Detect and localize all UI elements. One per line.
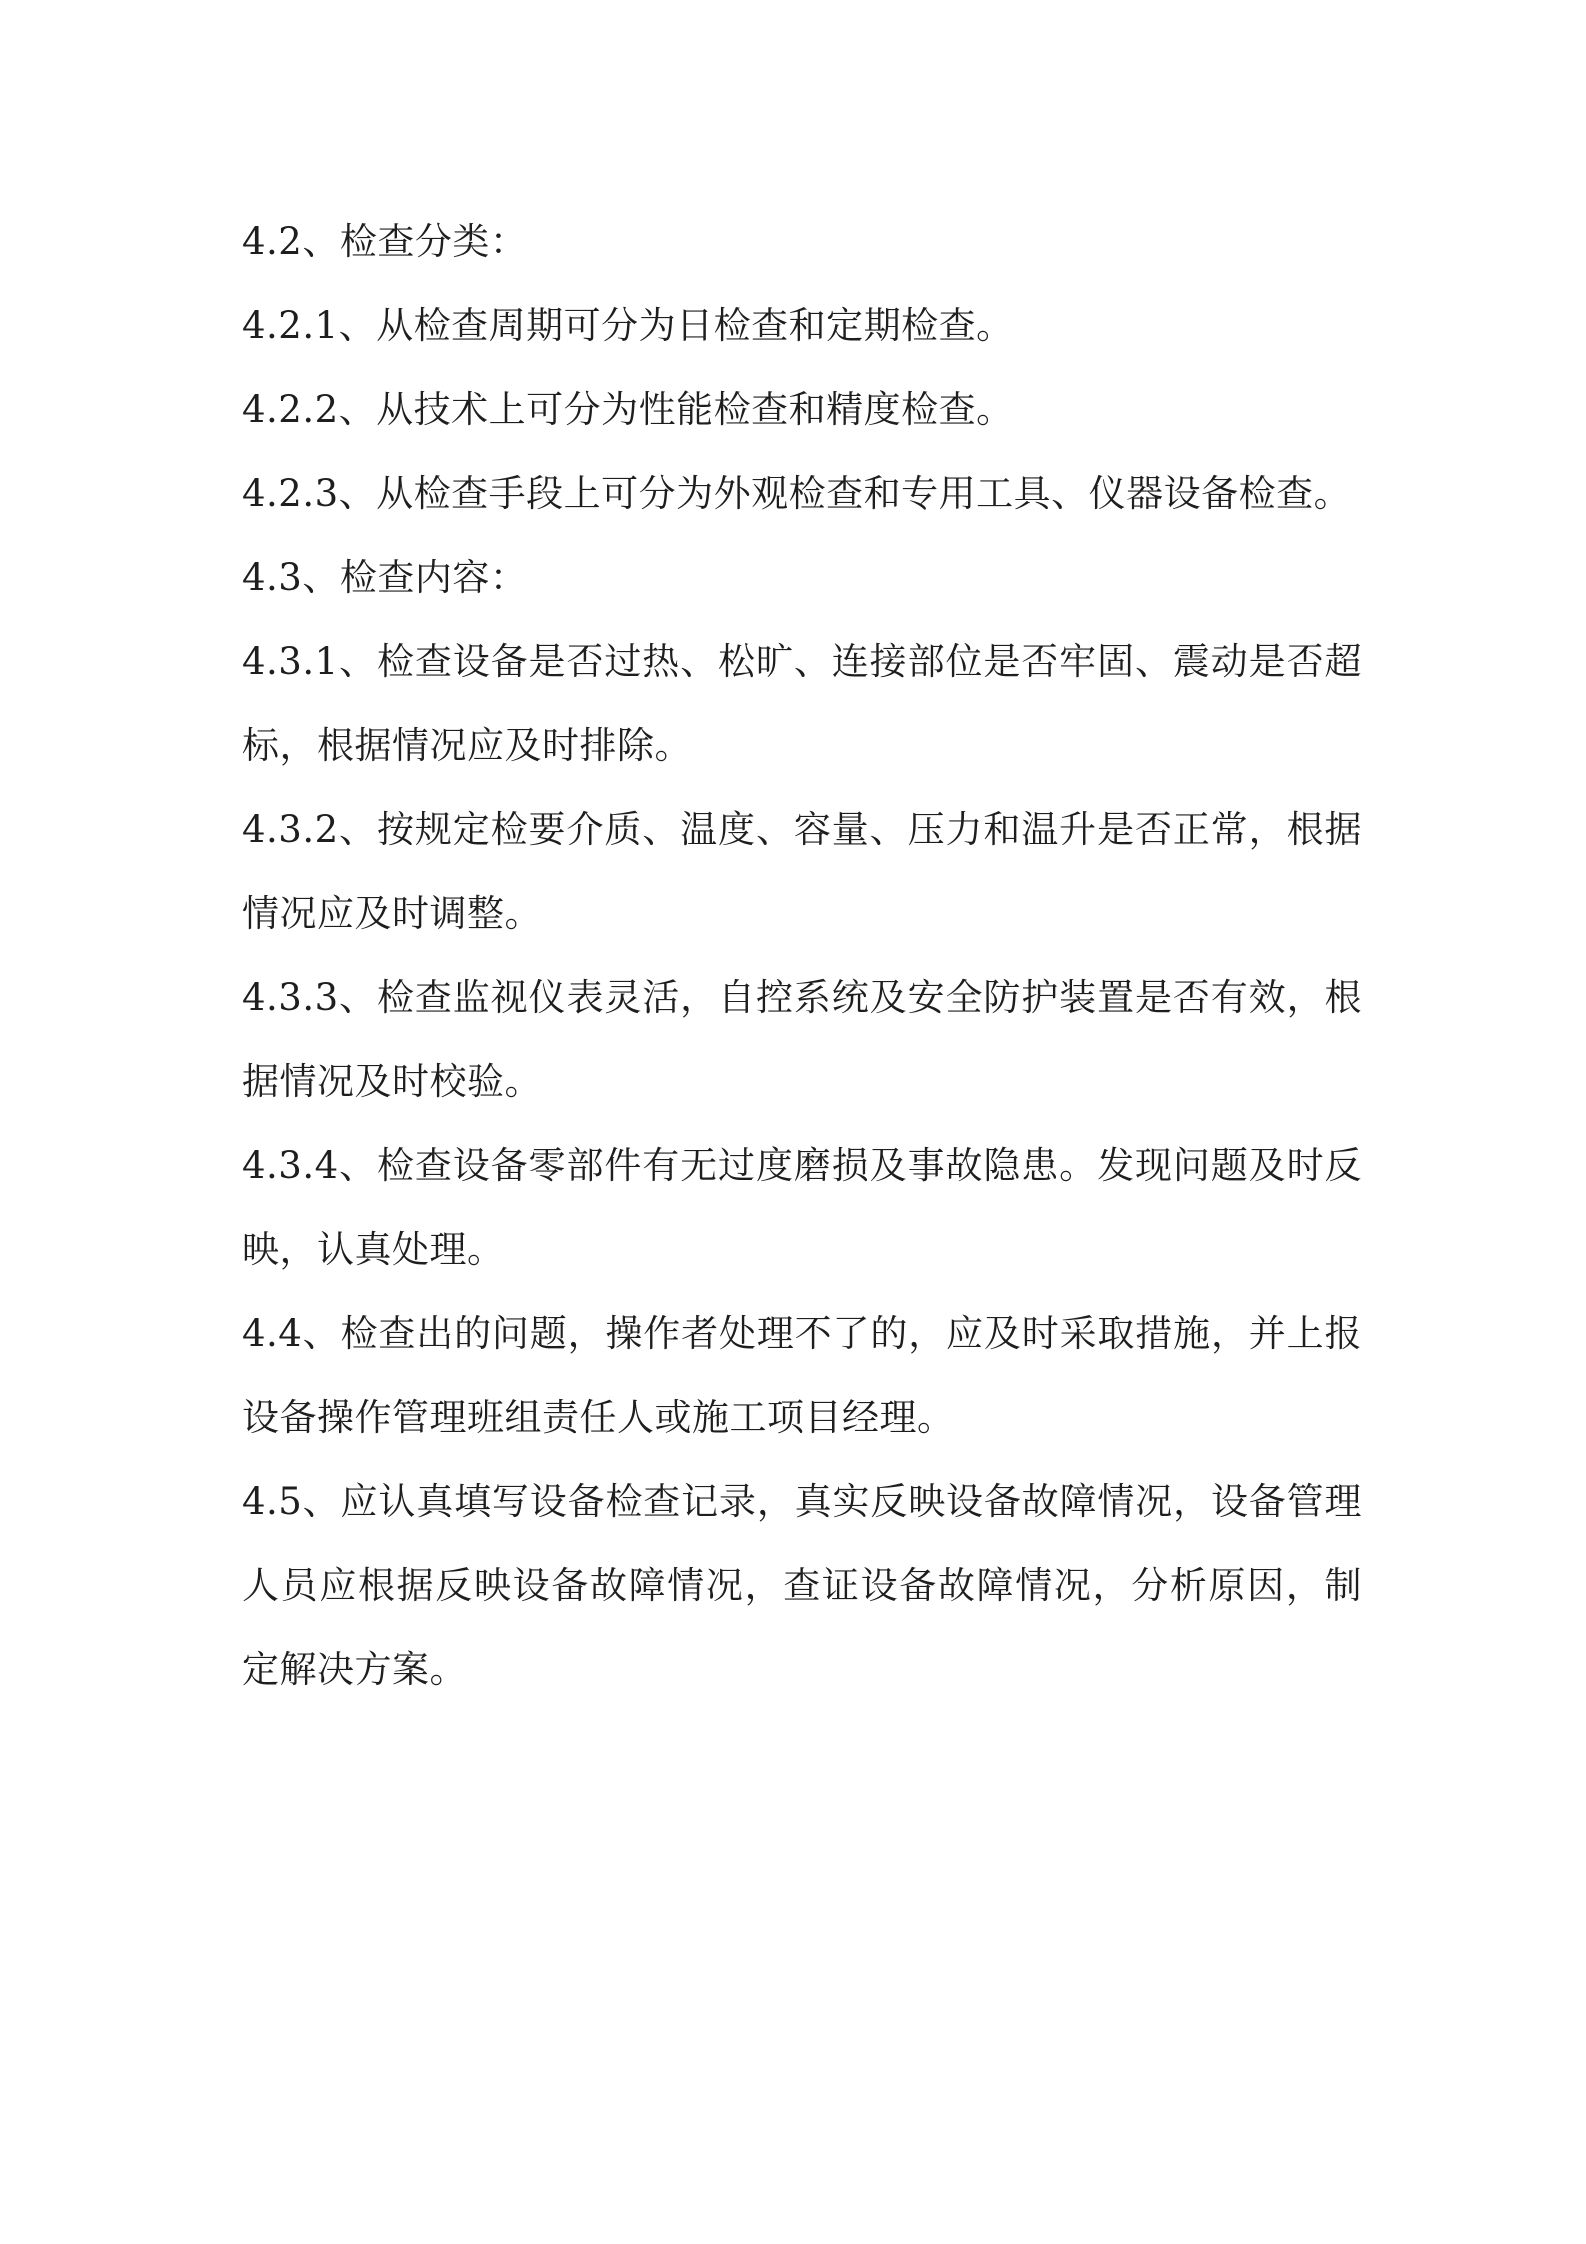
paragraph-4-3-4: 4.3.4、检查设备零部件有无过度磨损及事故隐患。发现问题及时反映，认真处理。 — [242, 1144, 1362, 1271]
paragraph-4-3-1: 4.3.1、检查设备是否过热、松旷、连接部位是否牢固、震动是否超标，根据情况应及时排除。 — [242, 640, 1362, 767]
paragraph-4-3-2: 4.3.2、按规定检要介质、温度、容量、压力和温升是否正常，根据情况应及时调整。 — [242, 808, 1362, 935]
paragraph-4-2-1: 4.2.1、从检查周期可分为日检查和定期检查。 — [242, 304, 1014, 347]
document-body — [242, 200, 1362, 1712]
paragraph-4-2-3: 4.2.3、从检查手段上可分为外观检查和专用工具、仪器设备检查。 — [242, 472, 1352, 515]
paragraph-4-4: 4.4、检查出的问题，操作者处理不了的，应及时采取措施，并上报设备操作管理班组责任人或施工项目经理。 — [242, 1312, 1362, 1439]
paragraph-4-5: 4.5、应认真填写设备检查记录，真实反映设备故障情况，设备管理人员应根据反映设备故障情况，查证设备故障情况，分析原因，制定解决方案。 — [242, 1480, 1362, 1691]
paragraph-4-2-2: 4.2.2、从技术上可分为性能检查和精度检查。 — [242, 388, 1014, 431]
paragraph-4-3-3: 4.3.3、检查监视仪表灵活，自控系统及安全防护装置是否有效，根据情况及时校验。 — [242, 976, 1362, 1103]
paragraph-4-3-heading: 4.3、检查内容： — [242, 556, 528, 599]
paragraph-4-2-heading: 4.2、检查分类： — [242, 220, 528, 263]
